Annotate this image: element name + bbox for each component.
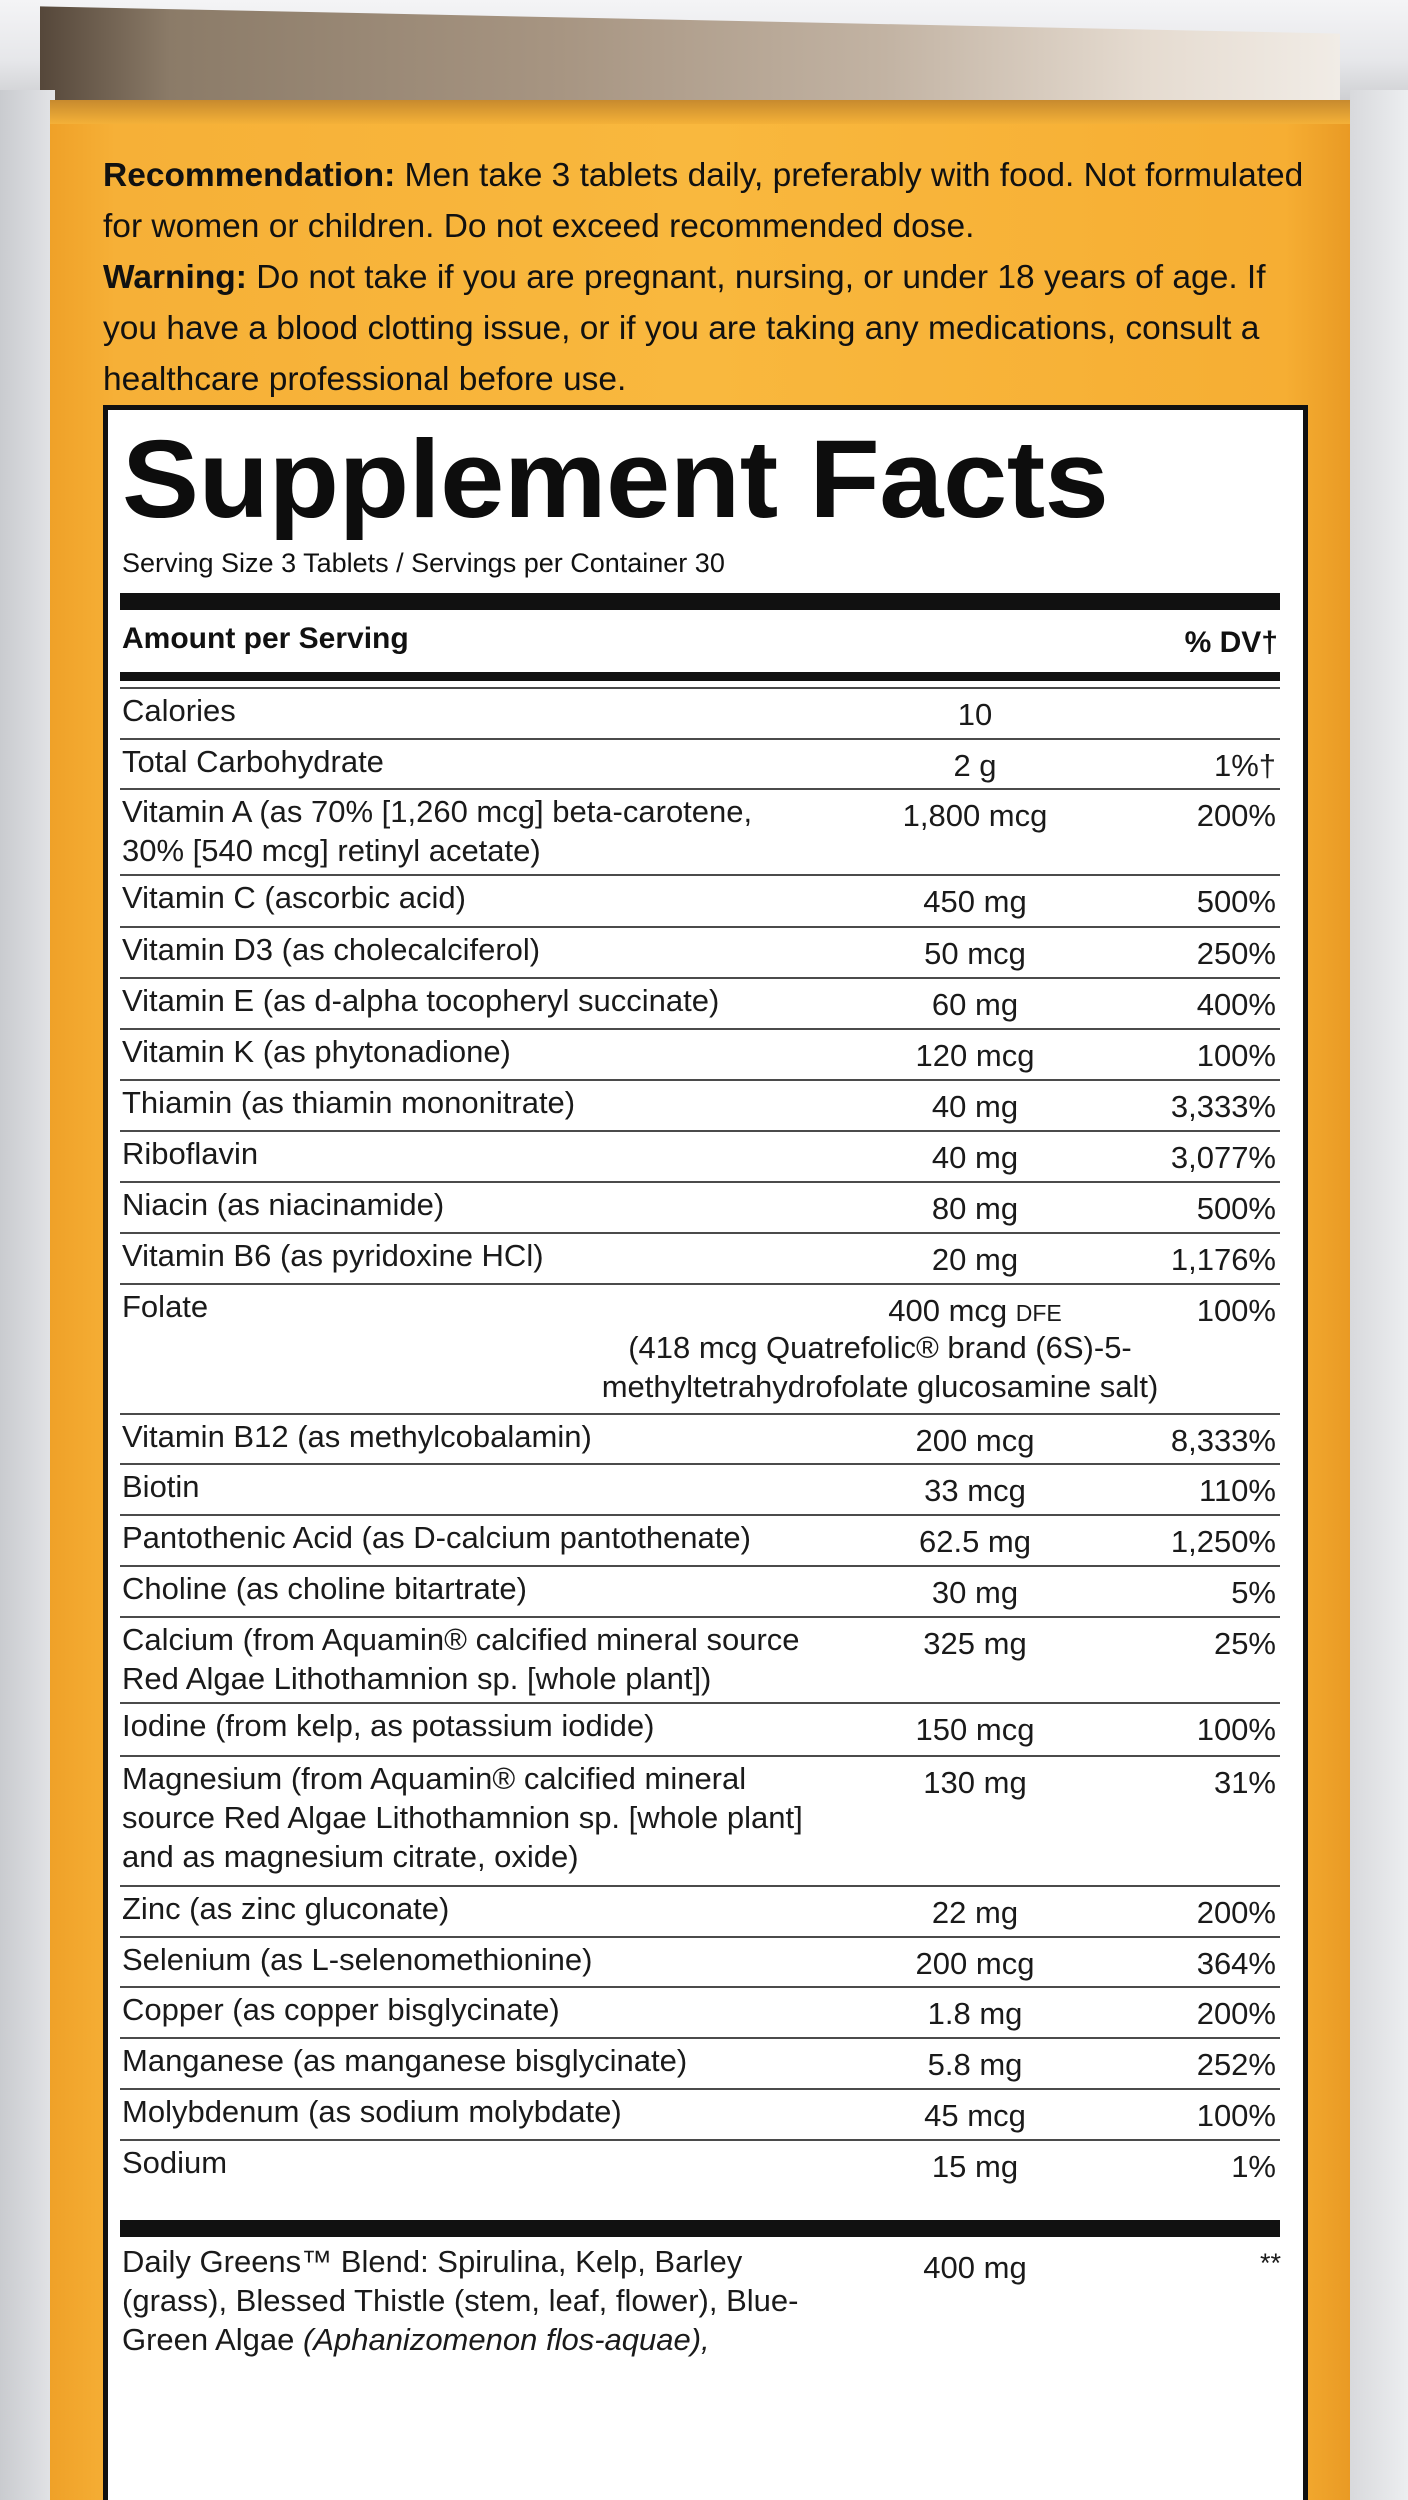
nutrient-name: Folate xyxy=(122,1289,209,1324)
nutrient-dv: 25% xyxy=(1213,1626,1276,1661)
recommendation-label: Recommendation: xyxy=(103,157,396,194)
thick-rule xyxy=(120,593,1280,610)
nutrient-name: Vitamin E (as d-alpha tocopheryl succinate) xyxy=(122,983,720,1018)
nutrient-amount-value: 45 mcg xyxy=(924,2098,1026,2133)
nutrient-dv: 110% xyxy=(1199,1473,1276,1508)
nutrient-amount xyxy=(860,1994,1090,2033)
nutrient-amount-value: 5.8 mg xyxy=(927,2047,1023,2082)
blend-dv: ** xyxy=(1259,2248,1281,2278)
nutrient-amount-value: 150 mcg xyxy=(915,1712,1035,1747)
nutrient-name: Vitamin B6 (as pyridoxine HCl) xyxy=(122,1238,544,1273)
background-left xyxy=(0,90,55,2500)
nutrient-name: Magnesium (from Aquamin® calcified mineral source Red Algae Lithothamnion sp. [whole plant] and as magnesium citrate, oxide) xyxy=(122,1761,803,1874)
nutrient-row xyxy=(120,1986,1280,2039)
nutrient-dv: 5% xyxy=(1231,1575,1276,1610)
nutrient-row xyxy=(120,1283,1280,1415)
dv-header: % DV† xyxy=(1184,626,1278,659)
nutrient-amount-value: 62.5 mg xyxy=(918,1524,1031,1559)
nutrient-amount-value: 22 mg xyxy=(931,1895,1019,1930)
nutrient-dv: 500% xyxy=(1196,884,1276,919)
nutrient-amount xyxy=(860,1138,1090,1177)
nutrient-dv: 500% xyxy=(1196,1191,1276,1226)
nutrient-amount xyxy=(860,1944,1090,1983)
nutrient-amount xyxy=(860,1421,1090,1460)
nutrient-amount xyxy=(860,2045,1090,2084)
nutrient-amount xyxy=(860,1087,1090,1126)
nutrient-amount-value: 50 mcg xyxy=(924,936,1026,971)
nutrient-row xyxy=(120,788,1280,876)
nutrient-amount-value: 60 mg xyxy=(931,987,1019,1022)
nutrient-amount xyxy=(860,2147,1090,2186)
nutrient-dv: 100% xyxy=(1196,1293,1276,1328)
nutrient-amount xyxy=(860,934,1090,973)
nutrient-dv: 1,176% xyxy=(1170,1242,1276,1277)
nutrient-dv: 8,333% xyxy=(1170,1423,1276,1458)
nutrient-amount-value: 2 g xyxy=(953,748,997,783)
nutrient-row xyxy=(120,738,1280,790)
nutrient-name: Vitamin K (as phytonadione) xyxy=(122,1034,511,1069)
nutrient-row xyxy=(120,1413,1280,1465)
nutrient-amount-value: 10 xyxy=(957,697,993,732)
nutrient-dv: 252% xyxy=(1196,2047,1276,2082)
nutrient-dv: 1,250% xyxy=(1170,1524,1276,1559)
usage-text xyxy=(103,150,1328,405)
nutrient-name: Calcium (from Aquamin® calcified mineral source Red Algae Lithothamnion sp. [whole plant]) xyxy=(122,1622,800,1696)
nutrient-name: Biotin xyxy=(122,1469,200,1504)
nutrient-amount-value: 200 mcg xyxy=(915,1423,1035,1458)
nutrient-row xyxy=(120,2037,1280,2090)
nutrient-name: Thiamin (as thiamin mononitrate) xyxy=(122,1085,576,1120)
nutrient-dv: 400% xyxy=(1196,987,1276,1022)
nutrient-dv: 1%† xyxy=(1213,748,1276,783)
nutrient-amount xyxy=(860,1291,1090,1333)
nutrient-name: Vitamin A (as 70% [1,260 mcg] beta-carotene, 30% [540 mcg] retinyl acetate) xyxy=(122,794,753,868)
nutrient-name: Copper (as copper bisglycinate) xyxy=(122,1992,560,2027)
nutrient-dv: 31% xyxy=(1213,1765,1276,1800)
nutrient-amount xyxy=(860,1189,1090,1228)
medium-rule xyxy=(120,672,1280,681)
blend-ingredients: Daily Greens™ Blend: Spirulina, Kelp, Barley (grass), Blessed Thistle (stem, leaf, flower), Blue-Green Algae xyxy=(122,2244,799,2357)
supplement-facts-panel xyxy=(103,405,1308,2500)
nutrient-amount xyxy=(860,1471,1090,1510)
nutrient-amount-value: 1,800 mcg xyxy=(902,798,1048,833)
nutrient-amount-value: 450 mg xyxy=(923,884,1027,919)
nutrient-row xyxy=(120,1936,1280,1988)
nutrient-amount-value: 33 mcg xyxy=(924,1473,1026,1508)
recommendation-text: Men take 3 tablets daily, preferably with food. Not formulated for women or children. Do not exceed recommended dose. xyxy=(103,157,1304,245)
nutrient-amount xyxy=(860,1710,1090,1749)
nutrient-name: Molybdenum (as sodium molybdate) xyxy=(122,2094,622,2129)
nutrient-row xyxy=(120,874,1280,928)
nutrient-row xyxy=(120,2139,1280,2222)
nutrient-subtext: (418 mcg Quatrefolic® brand (6S)-5-methyltetrahydrofolate glucosamine salt) xyxy=(601,1330,1159,1404)
nutrient-amount xyxy=(860,1624,1090,1663)
nutrient-row xyxy=(120,1130,1280,1183)
nutrient-amount xyxy=(860,2096,1090,2135)
nutrient-name: Manganese (as manganese bisglycinate) xyxy=(122,2043,688,2078)
nutrient-amount-value: 200 mcg xyxy=(915,1946,1035,1981)
nutrient-dv: 100% xyxy=(1196,1038,1276,1073)
box-rim xyxy=(50,100,1350,124)
panel-title: Supplement Facts xyxy=(122,418,1109,541)
thick-rule-bottom xyxy=(120,2220,1280,2237)
nutrient-row xyxy=(120,1565,1280,1618)
nutrient-row xyxy=(120,1885,1280,1938)
nutrient-amount xyxy=(860,1573,1090,1612)
nutrient-amount xyxy=(860,1240,1090,1279)
nutrient-amount-unit: DFE xyxy=(1015,1300,1062,1326)
blend-ingredients-italic: (Aphanizomenon flos-aquae), xyxy=(302,2322,710,2357)
nutrient-amount-value: 400 mcg xyxy=(888,1293,1008,1328)
nutrient-row xyxy=(120,977,1280,1030)
nutrient-row xyxy=(120,1463,1280,1516)
nutrient-amount-value: 30 mg xyxy=(931,1575,1019,1610)
nutrient-row xyxy=(120,2088,1280,2141)
nutrient-name: Vitamin B12 (as methylcobalamin) xyxy=(122,1419,592,1454)
background-right xyxy=(1350,90,1408,2500)
nutrient-row xyxy=(120,1755,1280,1887)
nutrient-amount xyxy=(860,1893,1090,1932)
nutrient-row xyxy=(120,1702,1280,1757)
nutrient-amount xyxy=(860,1522,1090,1561)
nutrient-amount-value: 40 mg xyxy=(931,1140,1019,1175)
nutrient-name: Niacin (as niacinamide) xyxy=(122,1187,445,1222)
nutrient-name: Zinc (as zinc gluconate) xyxy=(122,1891,450,1926)
warning-label: Warning: xyxy=(103,259,247,296)
nutrient-name: Vitamin D3 (as cholecalciferol) xyxy=(122,932,541,967)
nutrient-amount-value: 80 mg xyxy=(931,1191,1019,1226)
nutrient-amount xyxy=(860,796,1090,835)
serving-info: Serving Size 3 Tablets / Servings per Container 30 xyxy=(122,548,725,578)
nutrient-dv: 100% xyxy=(1196,2098,1276,2133)
nutrient-name: Choline (as choline bitartrate) xyxy=(122,1571,527,1606)
nutrient-amount-value: 1.8 mg xyxy=(927,1996,1023,2031)
nutrient-name: Sodium xyxy=(122,2145,228,2180)
nutrient-row xyxy=(120,1616,1280,1704)
blend-text xyxy=(122,2242,822,2359)
nutrient-name: Pantothenic Acid (as D-calcium pantothenate) xyxy=(122,1520,751,1555)
nutrient-row xyxy=(120,1514,1280,1567)
nutrient-amount xyxy=(860,695,1090,734)
nutrient-row xyxy=(120,1181,1280,1234)
nutrient-dv: 200% xyxy=(1196,1895,1276,1930)
nutrient-amount-value: 20 mg xyxy=(931,1242,1019,1277)
nutrient-dv: 3,333% xyxy=(1170,1089,1276,1124)
warning-text: Do not take if you are pregnant, nursing, or under 18 years of age. If you have a blood clotting issue, or if you are taking any medications, consult a healthcare professional before use. xyxy=(103,259,1266,398)
nutrient-dv: 364% xyxy=(1196,1946,1276,1981)
amount-header: Amount per Serving xyxy=(122,622,409,655)
nutrient-amount-value: 40 mg xyxy=(931,1089,1019,1124)
nutrient-row xyxy=(120,1079,1280,1132)
nutrient-dv: 100% xyxy=(1196,1712,1276,1747)
nutrient-name: Riboflavin xyxy=(122,1136,259,1171)
nutrient-dv: 250% xyxy=(1196,936,1276,971)
nutrient-amount xyxy=(860,985,1090,1024)
nutrient-amount xyxy=(860,1036,1090,1075)
nutrient-row xyxy=(120,1232,1280,1285)
nutrient-amount-value: 130 mg xyxy=(923,1765,1027,1800)
nutrient-dv: 3,077% xyxy=(1170,1140,1276,1175)
nutrient-amount-value: 15 mg xyxy=(931,2149,1019,2184)
nutrient-name: Iodine (from kelp, as potassium iodide) xyxy=(122,1708,655,1743)
nutrient-amount-value: 120 mcg xyxy=(915,1038,1035,1073)
nutrient-dv: 200% xyxy=(1196,798,1276,833)
nutrient-name: Vitamin C (ascorbic acid) xyxy=(122,880,466,915)
nutrient-row xyxy=(120,926,1280,979)
nutrient-amount xyxy=(860,746,1090,785)
nutrient-name: Selenium (as L-selenomethionine) xyxy=(122,1942,593,1977)
nutrient-row xyxy=(120,687,1280,740)
nutrient-row xyxy=(120,1028,1280,1081)
nutrient-dv: 1% xyxy=(1231,2149,1276,2184)
nutrient-name: Calories xyxy=(122,693,236,728)
nutrient-amount xyxy=(860,1763,1090,1802)
nutrient-dv: 200% xyxy=(1196,1996,1276,2031)
nutrient-amount-value: 325 mg xyxy=(923,1626,1027,1661)
nutrient-name: Total Carbohydrate xyxy=(122,744,384,779)
nutrient-amount xyxy=(860,882,1090,921)
blend-amount: 400 mg xyxy=(923,2250,1027,2285)
